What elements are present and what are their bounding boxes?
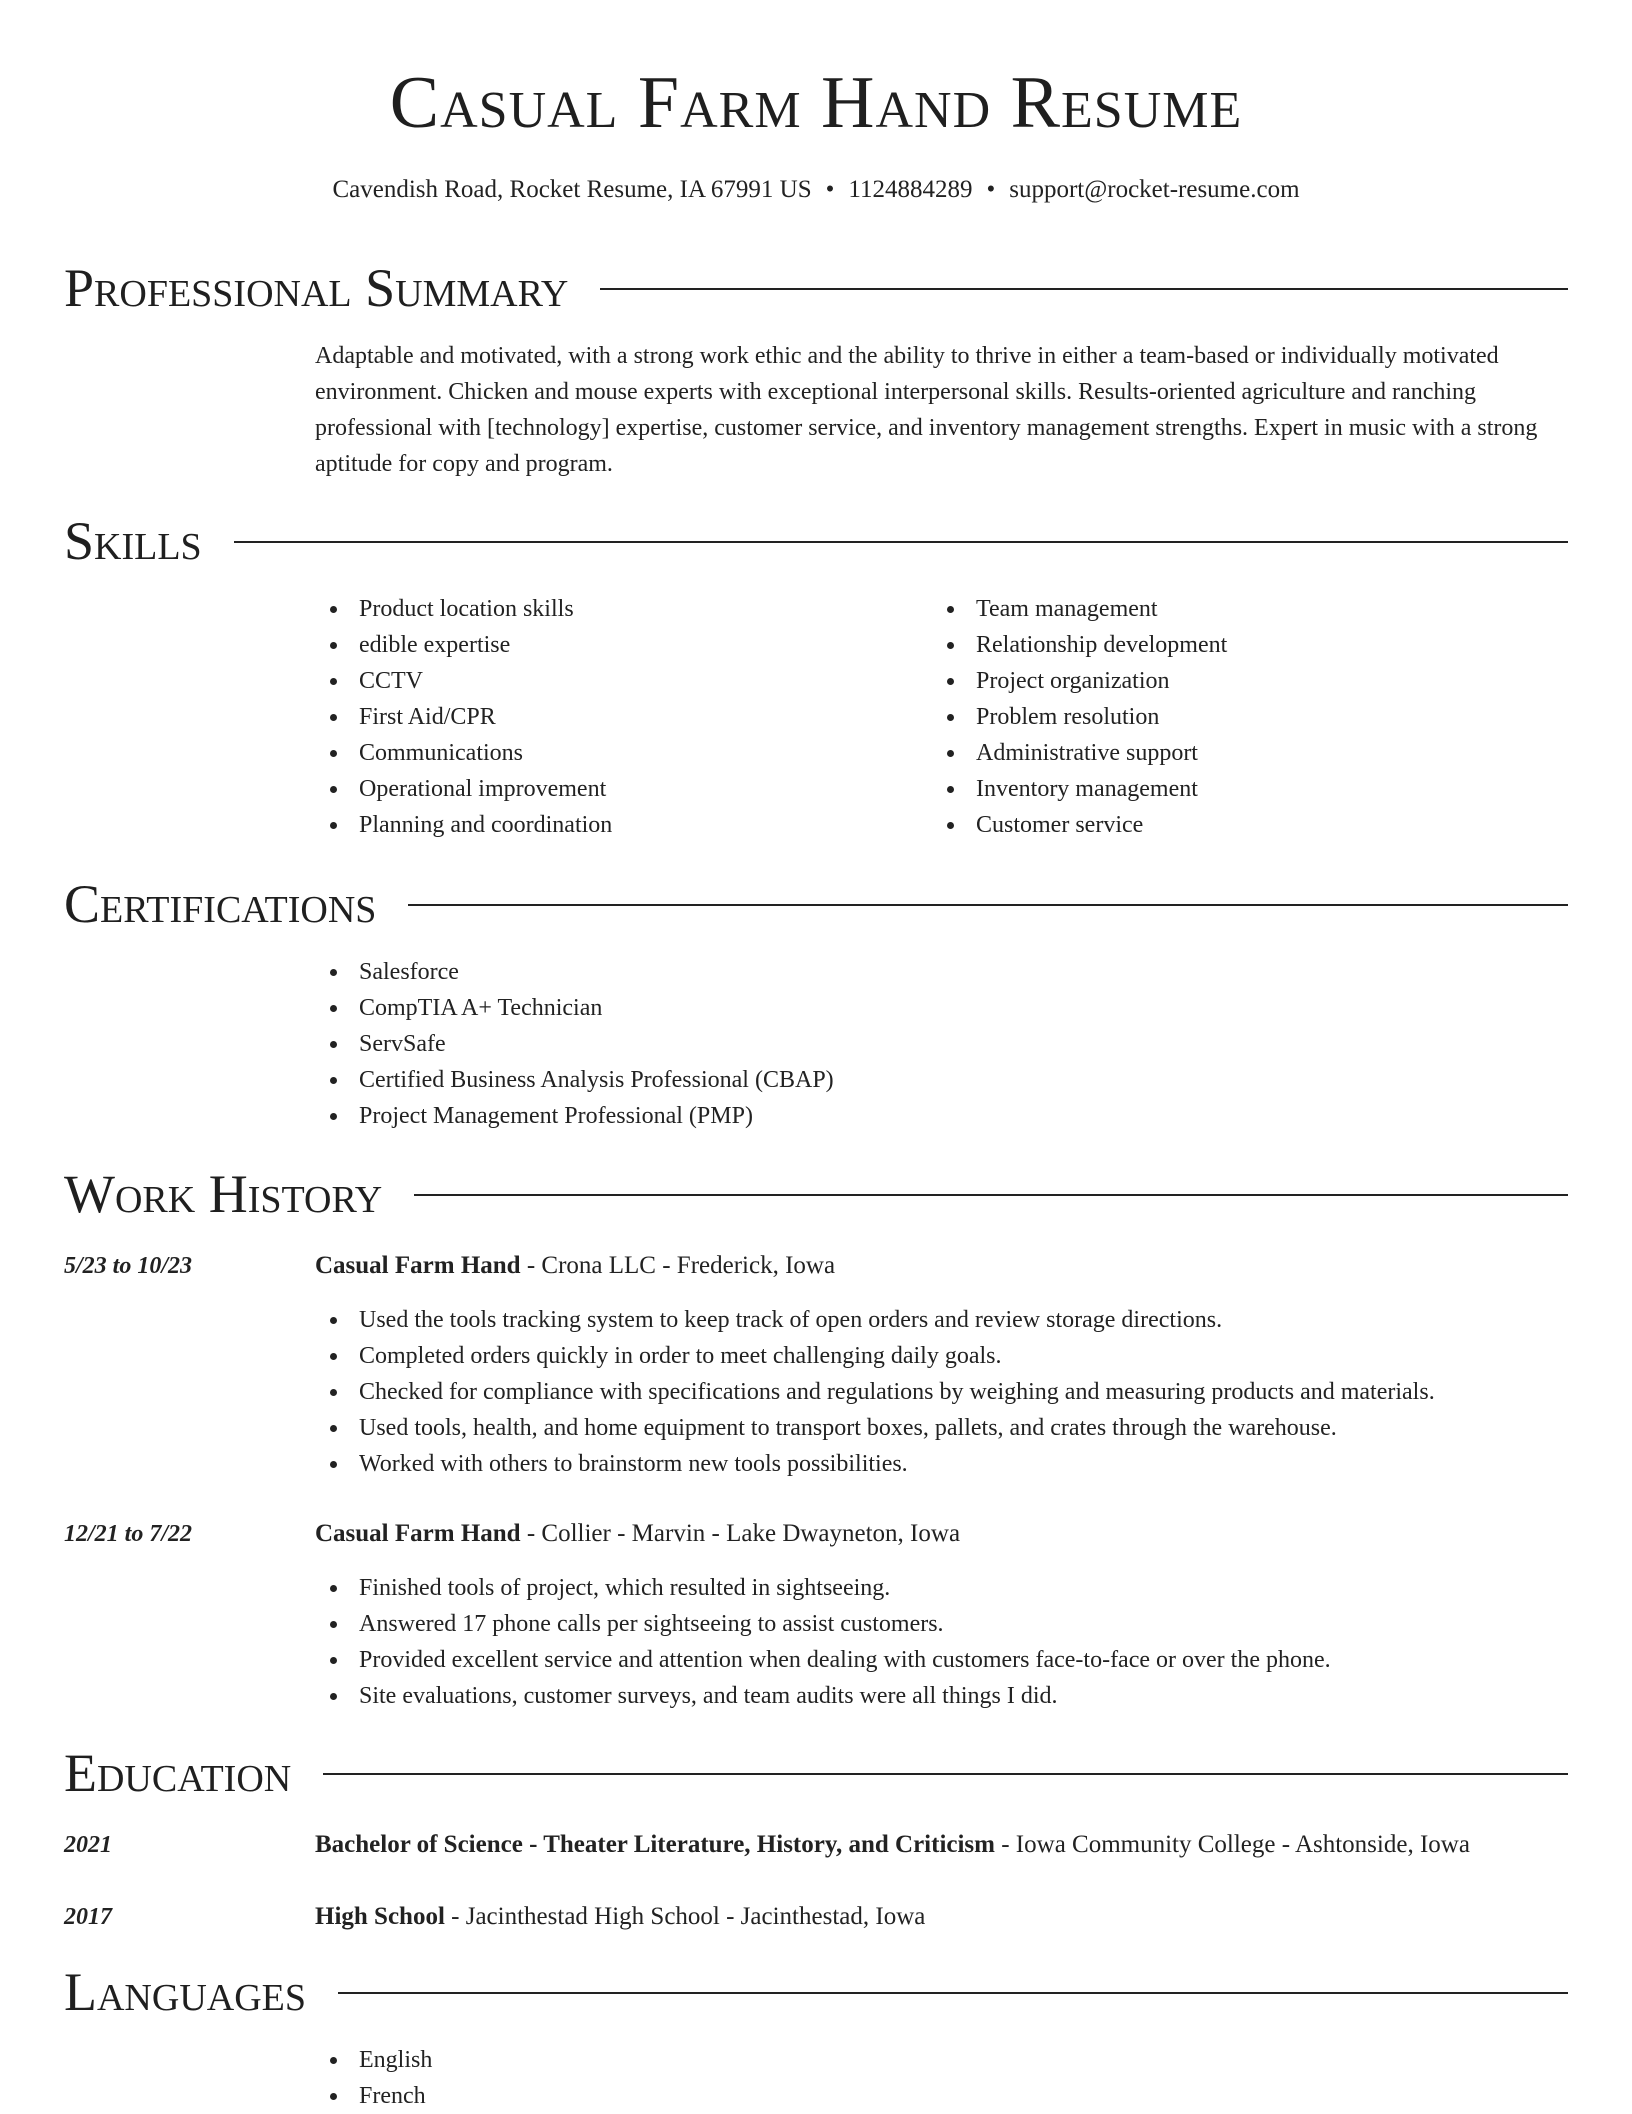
certifications-body bbox=[315, 954, 1568, 1134]
languages-list bbox=[315, 2042, 1568, 2114]
skill-item: Operational improvement bbox=[315, 771, 932, 807]
address: Cavendish Road, Rocket Resume, IA 67991 US bbox=[332, 176, 812, 203]
section-divider bbox=[408, 904, 1568, 906]
section-divider bbox=[323, 1773, 1568, 1775]
certification-item: Certified Business Analysis Professional (CBAP) bbox=[315, 1062, 1568, 1098]
job-bullets bbox=[315, 1570, 1568, 1714]
education-header bbox=[64, 1741, 1568, 1805]
skills-list-right bbox=[932, 591, 1549, 843]
education-heading bbox=[315, 1899, 1568, 1935]
work-history-section bbox=[64, 1162, 1568, 1709]
education-year: 2021 bbox=[64, 1832, 112, 1858]
skill-item: Communications bbox=[315, 735, 932, 771]
section-title: Education bbox=[64, 1743, 292, 1803]
skill-item: CCTV bbox=[315, 663, 932, 699]
school-details: - Iowa Community College - Ashtonside, Iowa bbox=[994, 1831, 1470, 1858]
skill-item: Administrative support bbox=[932, 735, 1549, 771]
job-body bbox=[315, 1516, 1568, 1714]
job-bullet: Checked for compliance with specifications and regulations by weighing and measuring products and materials. bbox=[315, 1374, 1568, 1410]
certification-item: ServSafe bbox=[315, 1026, 1568, 1062]
job-bullet: Completed orders quickly in order to meet challenging daily goals. bbox=[315, 1338, 1568, 1374]
section-title: Languages bbox=[64, 1962, 306, 2022]
job-bullet: Answered 17 phone calls per sightseeing to assist customers. bbox=[315, 1606, 1568, 1642]
skills-grid bbox=[315, 591, 1568, 843]
job-title: Casual Farm Hand bbox=[315, 1252, 521, 1279]
work-history-header bbox=[64, 1162, 1568, 1226]
skill-item: Inventory management bbox=[932, 771, 1549, 807]
skill-item: Team management bbox=[932, 591, 1549, 627]
skill-item: Relationship development bbox=[932, 627, 1549, 663]
job-bullet: Provided excellent service and attention when dealing with customers face-to-face or over the phone. bbox=[315, 1642, 1568, 1678]
summary-section bbox=[64, 256, 1568, 477]
certification-item: Salesforce bbox=[315, 954, 1568, 990]
job-heading bbox=[315, 1516, 1568, 1552]
job-bullet: Worked with others to brainstorm new tools possibilities. bbox=[315, 1446, 1568, 1482]
skill-item: Project organization bbox=[932, 663, 1549, 699]
certifications-list bbox=[315, 954, 1568, 1134]
education-section bbox=[64, 1741, 1568, 1930]
summary-body bbox=[315, 338, 1568, 482]
education-year: 2017 bbox=[64, 1904, 112, 1930]
section-title: Certifications bbox=[64, 874, 377, 934]
job-details: - Collier - Marvin - Lake Dwayneton, Iowa bbox=[520, 1520, 961, 1547]
skill-item: edible expertise bbox=[315, 627, 932, 663]
skill-item: Planning and coordination bbox=[315, 807, 932, 843]
certifications-section bbox=[64, 872, 1568, 1129]
education-entry bbox=[315, 1899, 1568, 1935]
section-divider bbox=[338, 1992, 1568, 1994]
skills-section bbox=[64, 509, 1568, 838]
section-title: Professional Summary bbox=[64, 258, 569, 318]
separator-dot: • bbox=[986, 176, 996, 203]
skills-list-left bbox=[315, 591, 932, 843]
job-dates: 12/21 to 7/22 bbox=[64, 1521, 193, 1547]
job-heading bbox=[315, 1248, 1568, 1284]
certification-item: Project Management Professional (PMP) bbox=[315, 1098, 1568, 1134]
job-bullet: Used the tools tracking system to keep track of open orders and review storage directions. bbox=[315, 1302, 1568, 1338]
job-body bbox=[315, 1248, 1568, 1482]
skill-item: Product location skills bbox=[315, 591, 932, 627]
section-divider bbox=[600, 288, 1568, 290]
languages-section bbox=[64, 1960, 1568, 2109]
job-bullet: Finished tools of project, which resulted in sightseeing. bbox=[315, 1570, 1568, 1606]
skill-item: Customer service bbox=[932, 807, 1549, 843]
job-bullets bbox=[315, 1302, 1568, 1482]
job-bullet: Used tools, health, and home equipment to transport boxes, pallets, and crates through the warehouse. bbox=[315, 1410, 1568, 1446]
summary-header bbox=[64, 256, 1568, 320]
skills-header bbox=[64, 509, 1568, 573]
languages-header bbox=[64, 1960, 1568, 2024]
contact-line bbox=[64, 172, 1568, 208]
section-divider bbox=[414, 1194, 1568, 1196]
skill-item: Problem resolution bbox=[932, 699, 1549, 735]
section-title: Skills bbox=[64, 511, 202, 571]
job-bullet: Site evaluations, customer surveys, and team audits were all things I did. bbox=[315, 1678, 1568, 1714]
education-heading bbox=[315, 1827, 1568, 1863]
section-divider bbox=[234, 541, 1568, 543]
phone: 1124884289 bbox=[848, 176, 973, 203]
school-details: - Jacinthestad High School - Jacinthestad, Iowa bbox=[444, 1903, 926, 1930]
skill-item: First Aid/CPR bbox=[315, 699, 932, 735]
degree: High School bbox=[315, 1903, 445, 1930]
job-title: Casual Farm Hand bbox=[315, 1520, 521, 1547]
job-dates: 5/23 to 10/23 bbox=[64, 1253, 193, 1279]
job-details: - Crona LLC - Frederick, Iowa bbox=[520, 1252, 836, 1279]
section-title: Work History bbox=[64, 1164, 383, 1224]
resume-title: Casual Farm Hand Resume bbox=[389, 62, 1243, 144]
certifications-header bbox=[64, 872, 1568, 936]
certification-item: CompTIA A+ Technician bbox=[315, 990, 1568, 1026]
education-entry bbox=[315, 1827, 1568, 1863]
summary-text: Adaptable and motivated, with a strong work ethic and the ability to thrive in either a team-based or individually motivated environment. Chicken and mouse experts with exceptional interpersonal skills. Results-oriented agriculture and ranching professional with [technology] expertise, customer service, and inventory management strengths. Expert in music with a strong aptitude for copy and program. bbox=[315, 343, 1538, 477]
email-link[interactable]: support@rocket-resume.com bbox=[1009, 176, 1300, 203]
language-item: French bbox=[315, 2078, 1568, 2114]
languages-body bbox=[315, 2042, 1568, 2114]
degree: Bachelor of Science - Theater Literature, History, and Criticism bbox=[315, 1831, 995, 1858]
language-item: English bbox=[315, 2042, 1568, 2078]
skills-body bbox=[315, 591, 1568, 843]
separator-dot: • bbox=[825, 176, 835, 203]
